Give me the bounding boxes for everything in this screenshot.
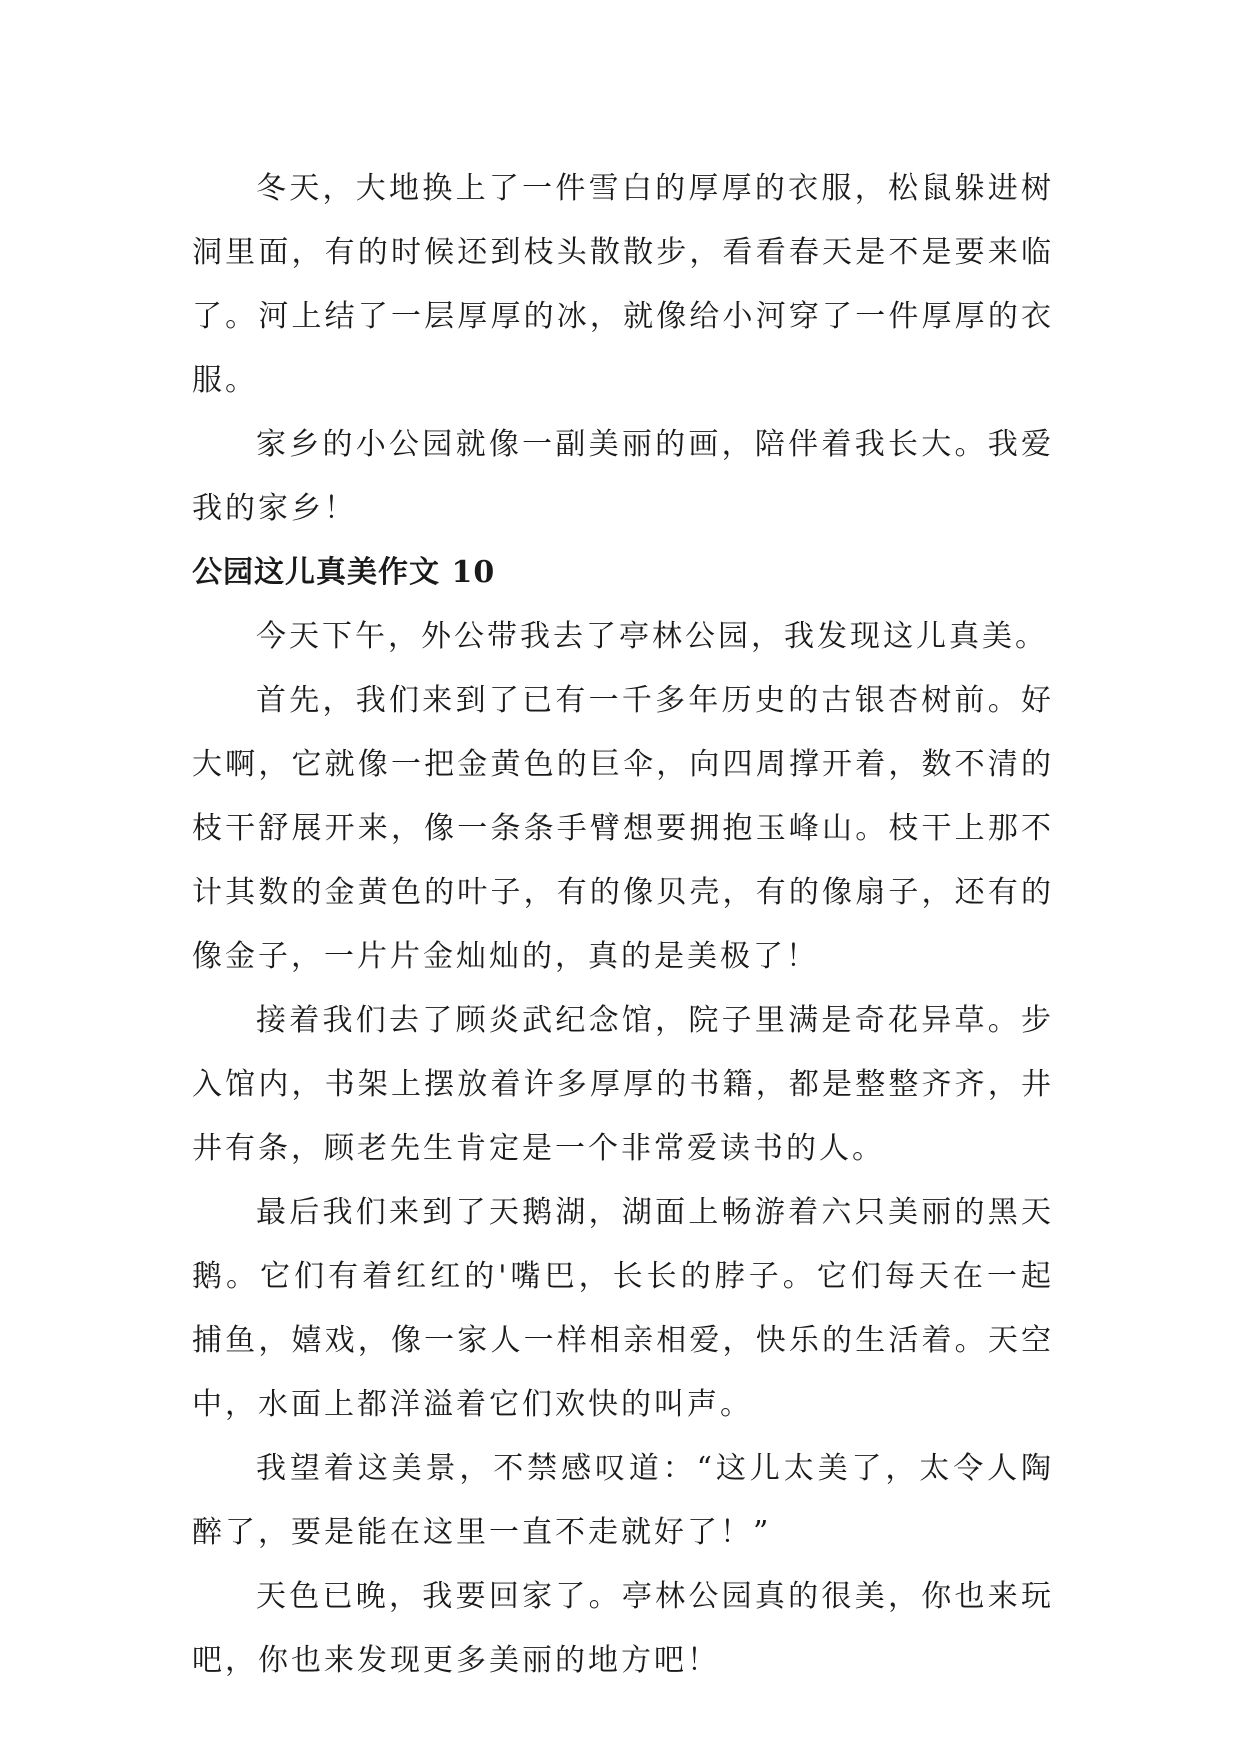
document-page <box>192 157 1054 1693</box>
paragraph: 首先，我们来到了已有一千多年历史的古银杏树前。好大啊，它就像一把金黄色的巨伞，向四周撑开着，数不清的枝干舒展开来，像一条条手臂想要拥抱玉峰山。枝干上那不计其数的金黄色的叶子，有的像贝壳，有的像扇子，还有的像金子，一片片金灿灿的，真的是美极了！ <box>192 683 1054 974</box>
paragraph: 我望着这美景，不禁感叹道：“这儿太美了，太令人陶醉了，要是能在这里一直不走就好了！” <box>192 1451 1054 1550</box>
paragraph: 天色已晚，我要回家了。亭林公园真的很美，你也来玩吧，你也来发现更多美丽的地方吧！ <box>192 1579 1054 1678</box>
paragraph: 冬天，大地换上了一件雪白的厚厚的衣服，松鼠躲进树洞里面，有的时候还到枝头散散步，看看春天是不是要来临了。河上结了一层厚厚的冰，就像给小河穿了一件厚厚的衣服。 <box>192 171 1054 398</box>
paragraph: 今天下午，外公带我去了亭林公园，我发现这儿真美。 <box>256 619 1048 654</box>
paragraph: 最后我们来到了天鹅湖，湖面上畅游着六只美丽的黑天鹅。它们有着红红的'嘴巴，长长的脖子。它们每天在一起捕鱼，嬉戏，像一家人一样相亲相爱，快乐的生活着。天空中，水面上都洋溢着它们欢快的叫声。 <box>192 1195 1054 1422</box>
paragraph: 家乡的小公园就像一副美丽的画，陪伴着我长大。我爱我的家乡！ <box>192 427 1054 526</box>
paragraph: 接着我们去了顾炎武纪念馆，院子里满是奇花异草。步入馆内，书架上摆放着许多厚厚的书籍，都是整整齐齐，井井有条，顾老先生肯定是一个非常爱读书的人。 <box>192 1003 1054 1166</box>
section-title: 公园这儿真美作文 10 <box>192 555 496 590</box>
